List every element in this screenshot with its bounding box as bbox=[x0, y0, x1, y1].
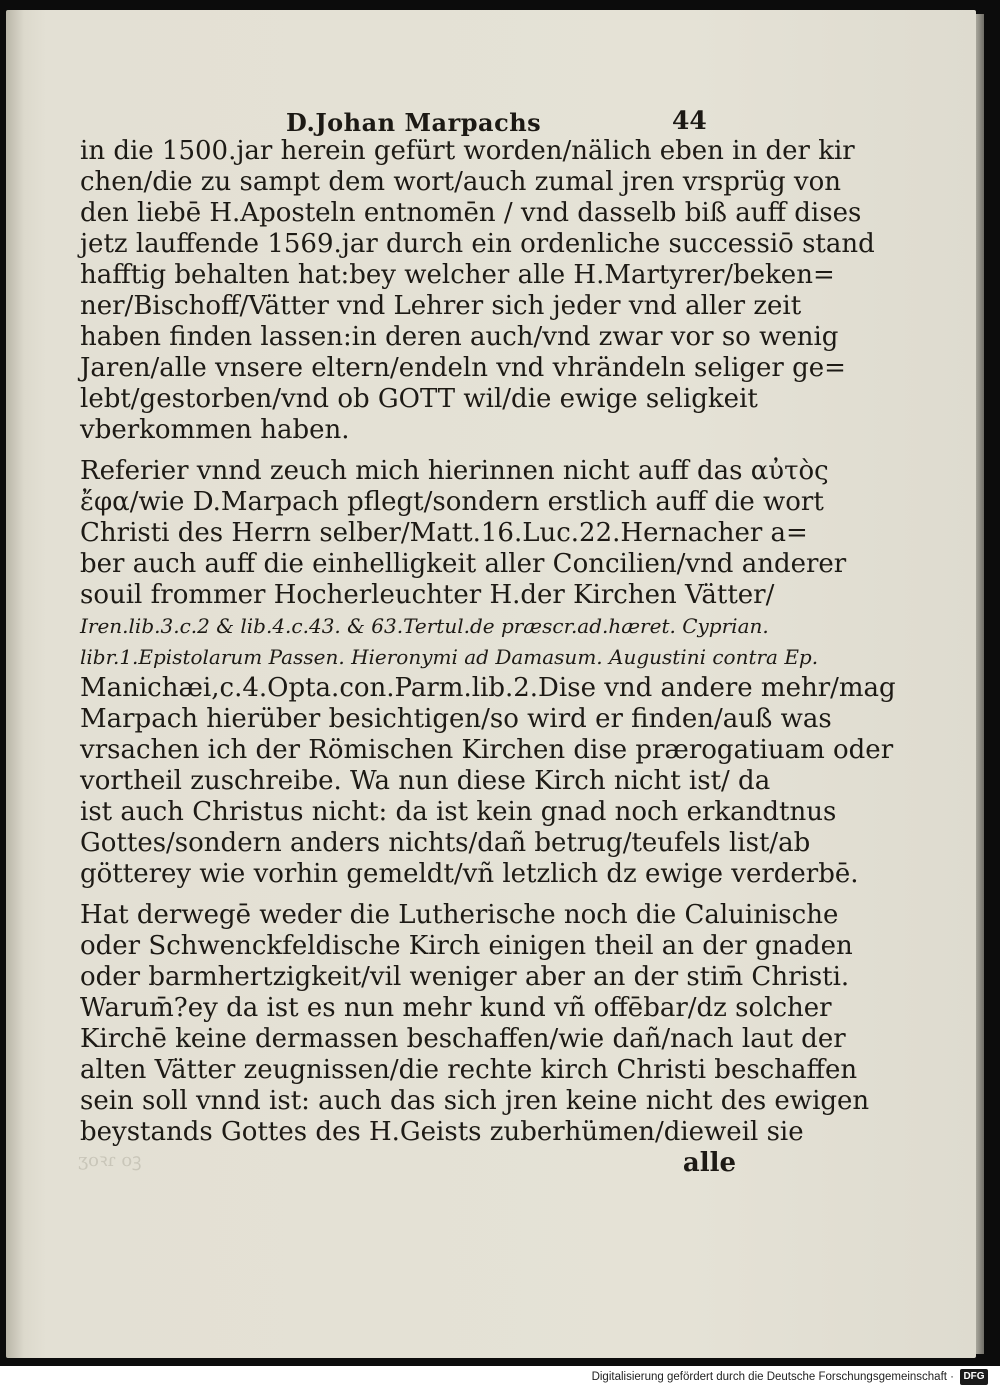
funding-notice: Digitalisierung gefördert durch die Deutsche Forschungsgemeinschaft · bbox=[591, 1371, 954, 1383]
text-line: Jaren/alle vnsere eltern/endeln vnd vhrändeln seliger ge= bbox=[80, 353, 846, 383]
dfg-logo-icon: DFG bbox=[960, 1369, 988, 1385]
text-line: ist auch Christus nicht: da ist kein gnad noch erkandtnus bbox=[80, 797, 837, 827]
text-line: Manichæi,c.4.Opta.con.Parm.lib.2.Dise vnd andere mehr/mag bbox=[80, 673, 896, 703]
text-line: Marpach hierüber besichtigen/so wird er finden/auß was bbox=[80, 704, 832, 734]
text-line: oder barmhertzigkeit/vil weniger aber an der stim̄ Christi. bbox=[80, 962, 850, 992]
body-text bbox=[80, 136, 896, 1179]
text-line: ἔφα/wie D.Marpach pflegt/sondern erstlich auff die wort bbox=[80, 487, 824, 517]
text-line: ner/Bischoff/Vätter vnd Lehrer sich jeder vnd aller zeit bbox=[80, 291, 802, 321]
catchword: alle bbox=[682, 1148, 736, 1178]
text-line: haben finden lassen:in deren auch/vnd zwar vor so wenig bbox=[80, 322, 839, 352]
bleed-through-text: ʒoꝛɾ oꝫ bbox=[78, 1150, 142, 1171]
text-line: Christi des Herrn selber/Matt.16.Luc.22.Hernacher a= bbox=[80, 518, 808, 548]
text-line: Warum̄?ey da ist es nun mehr kund vñ offēbar/dz solcher bbox=[80, 993, 832, 1023]
text-line: souil frommer Hocherleuchter H.der Kirchen Vätter/ bbox=[80, 580, 775, 610]
text-line: lebt/gestorben/vnd ob GOTT wil/die ewige seligkeit bbox=[80, 384, 758, 414]
text-line: Referier vnnd zeuch mich hierinnen nicht auff das αὐτὸς bbox=[80, 456, 829, 486]
text-line: vortheil zuschreibe. Wa nun diese Kirch nicht ist/ da bbox=[80, 766, 771, 796]
text-line: den liebē H.Aposteln entnomēn / vnd dasselb biß auff dises bbox=[80, 198, 862, 228]
text-line: ber auch auff die einhelligkeit aller Concilien/vnd anderer bbox=[80, 549, 847, 579]
text-line: vrsachen ich der Römischen Kirchen dise prærogatiuam oder bbox=[80, 735, 894, 765]
text-line: jetz lauffende 1569.jar durch ein ordenliche successiō stand bbox=[80, 229, 875, 259]
text-line: sein soll vnnd ist: auch das sich jren keine nicht des ewigen bbox=[80, 1086, 870, 1116]
text-line: alten Vätter zeugnissen/die rechte kirch Christi beschaffen bbox=[80, 1055, 858, 1085]
text-line: vberkommen haben. bbox=[80, 415, 350, 445]
citation-line: libr.1.Epistolarum Passen. Hieronymi ad Damasum. Augustini contra Ep. bbox=[80, 645, 819, 669]
running-title: D.Johan Marpachs bbox=[286, 108, 542, 137]
footer-bar bbox=[0, 1366, 1000, 1390]
page-edge bbox=[976, 14, 984, 1354]
text-line: Hat derwegē weder die Lutherische noch die Caluinische bbox=[80, 900, 839, 930]
text-line: Gottes/sondern anders nichts/dañ betrug/teufels list/ab bbox=[80, 828, 811, 858]
text-line: oder Schwenckfeldische Kirch einigen theil an der gnaden bbox=[80, 931, 853, 961]
text-line: chen/die zu sampt dem wort/auch zumal jren vrsprüg von bbox=[80, 167, 842, 197]
running-head bbox=[0, 104, 1000, 140]
text-line: in die 1500.jar herein gefürt worden/nälich eben in der kir bbox=[80, 136, 855, 166]
text-line: götterey wie vorhin gemeldt/vñ letzlich dz ewige verderbē. bbox=[80, 859, 859, 889]
text-line: Kirchē keine dermassen beschaffen/wie dañ/nach laut der bbox=[80, 1024, 846, 1054]
text-line: beystands Gottes des H.Geists zuberhümen/dieweil sie bbox=[80, 1117, 804, 1147]
text-line: hafftig behalten hat:bey welcher alle H.Martyrer/beken= bbox=[80, 260, 835, 290]
citation-line: Iren.lib.3.c.2 & lib.4.c.43. & 63.Tertul.de præscr.ad.hæret. Cyprian. bbox=[80, 614, 769, 638]
page-number: 44 bbox=[672, 106, 707, 135]
